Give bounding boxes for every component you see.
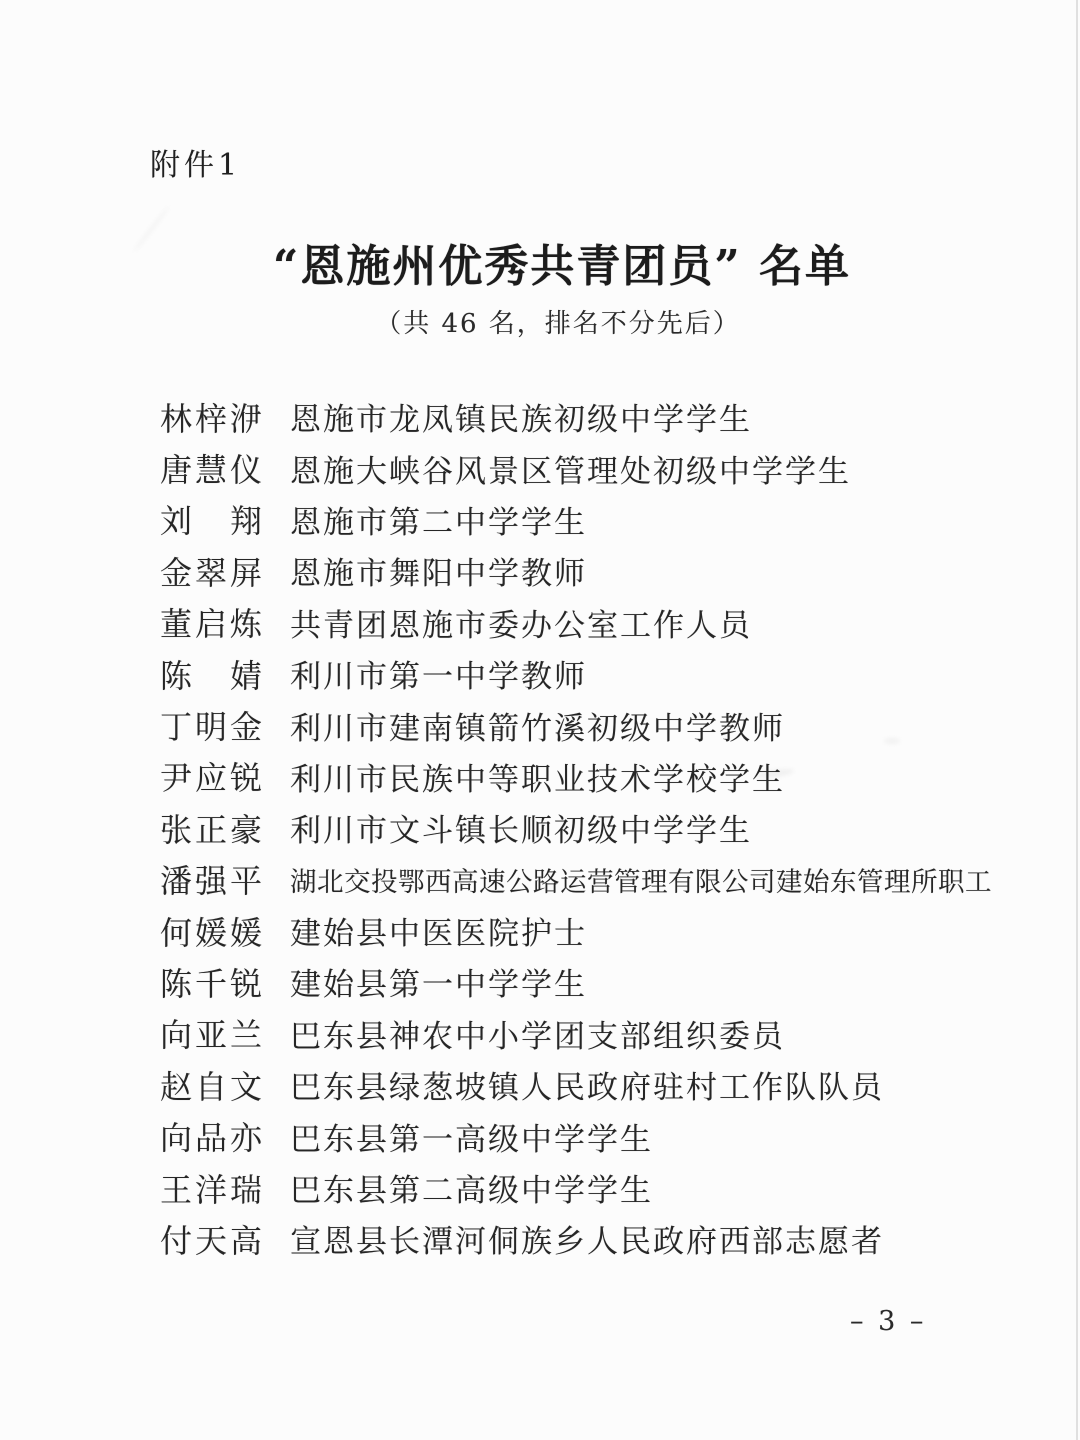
list-item xyxy=(160,1059,1060,1110)
member-name: 向品亦 xyxy=(160,1119,266,1158)
member-affiliation: 利川市文斗镇长顺初级中学学生 xyxy=(290,813,752,850)
list-item xyxy=(160,391,1060,442)
member-name: 张正豪 xyxy=(160,810,266,849)
list-item xyxy=(160,699,1060,750)
page-subtitle: （共 46 名，排名不分先后） xyxy=(375,309,741,339)
member-affiliation: 利川市民族中等职业技术学校学生 xyxy=(290,761,785,798)
member-name: 丁明金 xyxy=(160,708,266,747)
member-affiliation: 利川市第一中学教师 xyxy=(290,659,587,696)
list-item xyxy=(160,854,1060,905)
list-item xyxy=(160,648,1060,699)
member-affiliation: 巴东县神农中小学团支部组织委员 xyxy=(290,1018,785,1055)
member-affiliation: 恩施市龙凤镇民族初级中学学生 xyxy=(290,402,752,439)
list-item xyxy=(160,494,1060,545)
scan-edge-line xyxy=(1076,0,1078,1440)
list-item xyxy=(160,1213,1060,1264)
member-affiliation: 利川市建南镇箭竹溪初级中学教师 xyxy=(290,710,785,747)
member-name: 王洋瑞 xyxy=(160,1170,266,1209)
member-name: 唐慧仪 xyxy=(160,451,266,490)
member-list xyxy=(160,391,1060,1265)
member-affiliation: 巴东县绿葱坡镇人民政府驻村工作队队员 xyxy=(290,1070,884,1107)
list-item xyxy=(160,802,1060,853)
member-name: 刘 翔 xyxy=(160,502,266,541)
member-name: 赵自文 xyxy=(160,1067,266,1106)
member-name: 向亚兰 xyxy=(160,1016,266,1055)
member-affiliation: 巴东县第一高级中学学生 xyxy=(290,1121,653,1158)
member-affiliation: 宣恩县长潭河侗族乡人民政府西部志愿者 xyxy=(290,1224,884,1261)
member-affiliation: 湖北交投鄂西高速公路运营管理有限公司建始东管理所职工 xyxy=(290,866,992,898)
member-affiliation: 建始县第一中学学生 xyxy=(290,967,587,1004)
list-item xyxy=(160,1008,1060,1059)
list-item xyxy=(160,1110,1060,1161)
member-name: 潘强平 xyxy=(160,862,266,901)
member-affiliation: 共青团恩施市委办公室工作人员 xyxy=(290,607,752,644)
member-name: 尹应锐 xyxy=(160,759,266,798)
list-item xyxy=(160,545,1060,596)
page-number: – 3 – xyxy=(850,1306,927,1337)
list-item xyxy=(160,442,1060,493)
attachment-label: 附件1 xyxy=(150,148,242,183)
list-item xyxy=(160,597,1060,648)
member-name: 董启炼 xyxy=(160,605,266,644)
member-affiliation: 恩施市舞阳中学教师 xyxy=(290,556,587,593)
member-name: 陈 婧 xyxy=(160,656,266,695)
member-name: 林梓洢 xyxy=(160,399,266,438)
list-item xyxy=(160,1162,1060,1213)
list-item xyxy=(160,751,1060,802)
member-affiliation: 恩施市第二中学学生 xyxy=(290,504,587,541)
member-name: 金翠屏 xyxy=(160,553,266,592)
list-item xyxy=(160,905,1060,956)
member-affiliation: 建始县中医医院护士 xyxy=(290,916,587,953)
list-item xyxy=(160,956,1060,1007)
member-affiliation: 恩施大峡谷风景区管理处初级中学学生 xyxy=(290,453,851,490)
member-affiliation: 巴东县第二高级中学学生 xyxy=(290,1173,653,1210)
member-name: 付天高 xyxy=(160,1221,266,1260)
member-name: 何媛媛 xyxy=(160,913,266,952)
member-name: 陈千锐 xyxy=(160,964,266,1003)
page-title: “恩施州优秀共青团员” 名单 xyxy=(273,241,851,292)
